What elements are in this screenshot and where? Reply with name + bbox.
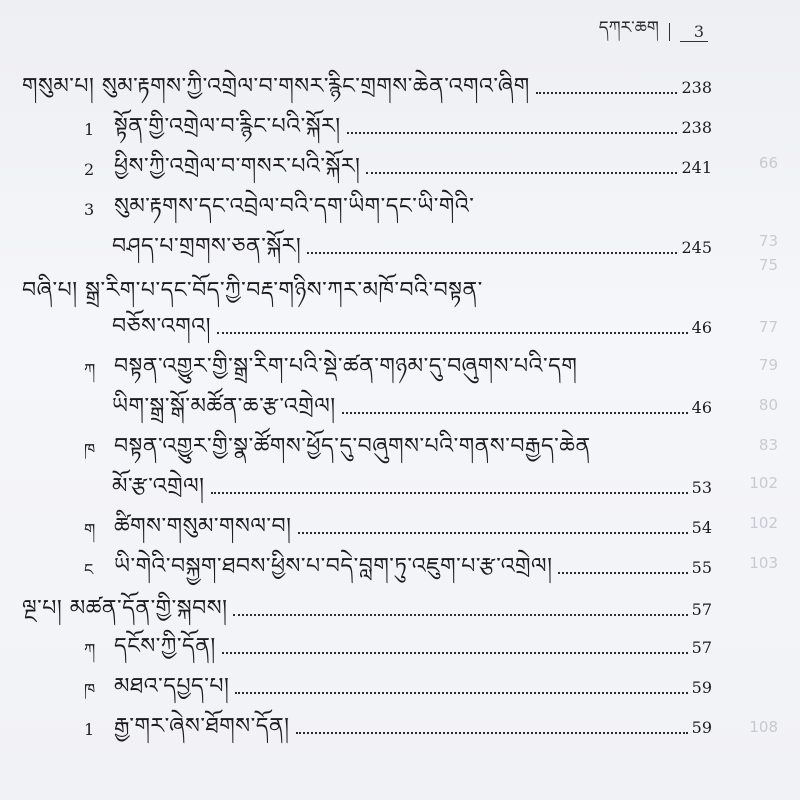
toc-entry-marker: ཁ: [84, 440, 96, 459]
toc-entry-continuation[interactable]: [112, 462, 712, 498]
header-title: དཀར་ཆག: [598, 18, 659, 38]
bleed-number: 77: [758, 318, 778, 336]
toc-entry-text: མཐའ་དཔྱད་པ།: [114, 674, 230, 699]
toc-entry-text: ཡི་གེའི་བསྐྱག་ཐབས་ཕྱིས་པ་བདེ་བླག་ཏུ་འཇུག་པ་རྩ་འགྲེལ།: [114, 554, 553, 579]
toc-page-number: 245: [681, 238, 712, 257]
toc-entry-marker: ཀ: [84, 640, 96, 659]
bleed-number: 73: [758, 232, 778, 250]
bleed-number: 83: [758, 436, 778, 454]
toc-entry-marker: ག: [84, 520, 96, 539]
toc-entry[interactable]: [84, 622, 712, 658]
toc-entry-text: ལྔ་པ། མཚན་དོན་གྱི་སྐབས།: [22, 596, 228, 621]
leader-dots: [366, 172, 677, 174]
toc-entry[interactable]: [84, 542, 712, 578]
toc-page-number: 54: [691, 518, 712, 537]
toc-page-number: 46: [691, 318, 712, 337]
toc-entry-text: བཤད་པ་གྲགས་ཅན་སྐོར།: [112, 234, 302, 259]
toc-entry-text: བཞི་པ། སྒྲ་རིག་པ་དང་བོད་ཀྱི་བརྡ་གཉིས་ཀར་མཁོ་བའི་བསྟན་: [22, 278, 483, 303]
toc-entry[interactable]: [84, 502, 712, 538]
toc-entry-text: བསྟན་འགྱུར་གྱི་སྒྲ་རིག་པའི་སྡེ་ཚན་གཉམ་དུ་བཞུགས་པའི་དག: [114, 354, 578, 379]
toc-page-number: 59: [691, 718, 712, 737]
toc-entry-marker: ཀ: [84, 360, 96, 379]
toc-entry-marker: 1: [84, 120, 95, 139]
toc-entry-text: བསྟན་འགྱུར་གྱི་སྣ་ཚོགས་ཕྱོད་དུ་བཞུགས་པའི་གནས་བརྒྱད་ཆེན: [114, 434, 591, 459]
toc-page-number: 57: [691, 600, 712, 619]
toc-entry-text: བཅོས་འགའ།: [112, 314, 211, 339]
leader-dots: [217, 332, 688, 334]
toc-entry-text: གསུམ་པ། སུམ་རྟགས་ཀྱི་འགྲེལ་བ་གསར་རྙིང་གྲགས་ཆེན་འགའ་ཞིག: [22, 74, 530, 99]
toc-entry-text: དངོས་ཀྱི་དོན།: [114, 634, 216, 659]
toc-entry[interactable]: [84, 142, 712, 178]
toc-entry-continuation[interactable]: [112, 222, 712, 258]
toc-entry-marker: 1: [84, 720, 95, 739]
toc-page-number: 59: [691, 678, 712, 697]
toc-entry-text: རྒྱ་གར་ཞེས་ཐོགས་དོན།: [114, 714, 290, 739]
leader-dots: [235, 692, 687, 694]
toc-entry[interactable]: [22, 62, 712, 98]
toc-chapter-entry[interactable]: [22, 266, 712, 302]
leader-dots: [211, 492, 688, 494]
bleed-number: 102: [749, 514, 778, 532]
toc-page-number: 46: [691, 398, 712, 417]
leader-dots: [347, 132, 678, 134]
toc-entry[interactable]: [84, 182, 712, 218]
toc-entry[interactable]: [84, 342, 712, 378]
toc-page-number: 238: [681, 78, 712, 97]
header-page-number: 3: [680, 22, 708, 42]
leader-dots: [296, 732, 688, 734]
leader-dots: [307, 252, 677, 254]
leader-dots: [222, 652, 688, 654]
toc-entry-text: ཡིག་སྒྲ་སྒོ་མཚོན་ཆ་རྩ་འགྲེལ།: [112, 394, 336, 419]
toc-page-number: 238: [681, 118, 712, 137]
bleed-number: 66: [758, 154, 778, 172]
toc-entry-marker: 3: [84, 200, 95, 219]
toc-entry[interactable]: [84, 102, 712, 138]
toc-entry[interactable]: [84, 422, 712, 458]
toc-page-number: 241: [681, 158, 712, 177]
toc-page-number: 55: [691, 558, 712, 577]
toc-entry-text: ཚིགས་གསུམ་གསལ་བ།: [114, 514, 292, 539]
bleed-number: 103: [749, 554, 778, 572]
bleed-number: 80: [758, 396, 778, 414]
leader-dots: [536, 92, 678, 94]
bleed-number: 75: [758, 256, 778, 274]
toc-entry-text: སྟོན་གྱི་འགྲེལ་བ་རྙིང་པའི་སྐོར།: [114, 114, 341, 139]
toc-page-number: 57: [691, 638, 712, 657]
toc-page-number: 53: [691, 478, 712, 497]
toc-entry-marker: ང: [84, 560, 94, 579]
toc-entry-continuation[interactable]: [112, 302, 712, 338]
bleed-number: 102: [749, 474, 778, 492]
toc-entry[interactable]: [84, 702, 712, 738]
toc-entry-marker: ཁ: [84, 680, 96, 699]
leader-dots: [298, 532, 688, 534]
bleed-number: 79: [758, 356, 778, 374]
toc-entry-text: སུམ་རྟགས་དང་འབྲེལ་བའི་དག་ཡིག་དང་ཡི་གེའི་: [114, 194, 475, 219]
toc-entry-marker: 2: [84, 160, 95, 179]
leader-dots: [233, 614, 687, 616]
toc-entry-text: ཕྱིས་ཀྱི་འགྲེལ་བ་གསར་པའི་སྐོར།: [114, 154, 361, 179]
toc-entry[interactable]: [84, 662, 712, 698]
bleed-number: 108: [749, 718, 778, 736]
leader-dots: [558, 572, 687, 574]
toc-entry-text: མོ་རྩ་འགྲེལ།: [112, 474, 205, 499]
toc-chapter-entry[interactable]: [22, 584, 712, 620]
leader-dots: [342, 412, 688, 414]
toc-entry-continuation[interactable]: [112, 382, 712, 418]
